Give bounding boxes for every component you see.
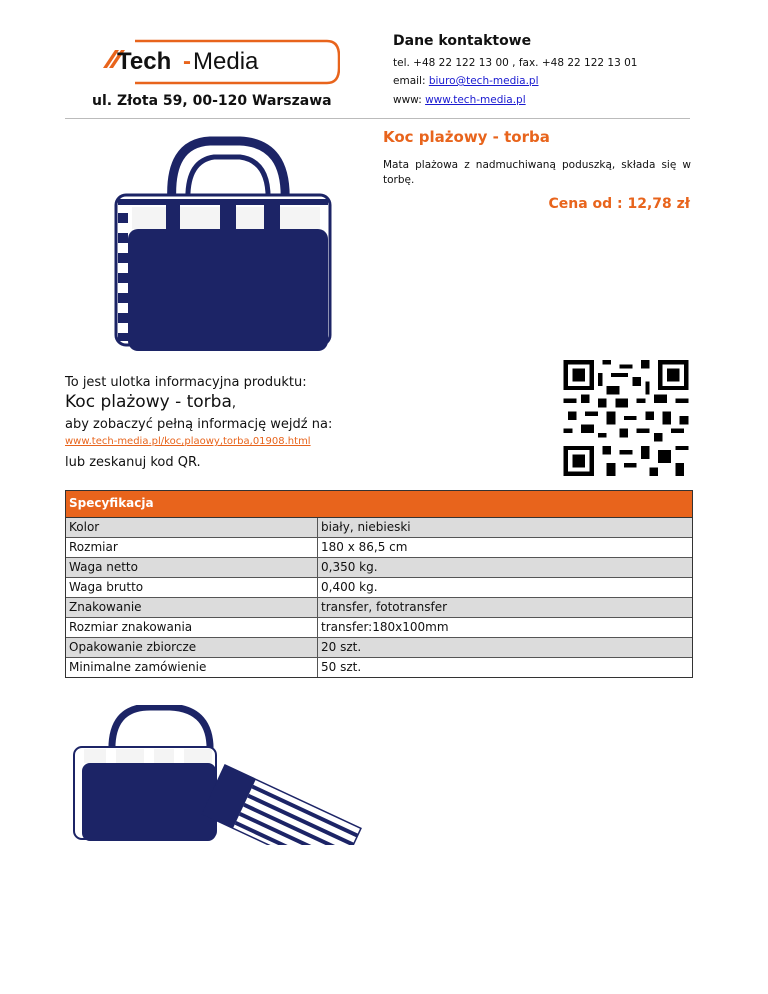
spec-value: transfer:180x100mm [321,620,449,634]
info-visit: aby zobaczyć pełną informację wejdź na: [65,417,333,432]
spec-row [66,537,692,557]
info-intro: To jest ulotka informacyjna produktu: [65,375,307,390]
spec-row [66,637,692,657]
spec-key: Znakowanie [66,598,318,617]
spec-value: transfer, fototransfer [321,600,448,614]
spec-key: Waga netto [66,558,318,577]
spec-key: Opakowanie zbiorcze [66,638,318,657]
product-title: Koc plażowy - torba [383,128,550,146]
product-description: Mata plażowa z nadmuchiwaną poduszką, składa się w torbę. [383,159,691,186]
spec-value: 0,400 kg. [321,580,378,594]
spec-key: Kolor [66,518,318,537]
spec-key: Rozmiar [66,538,318,557]
header-divider [65,118,690,119]
www-link[interactable]: www.tech-media.pl [425,94,526,106]
product-image-bag-and-mat [70,705,380,845]
spec-value: biały, niebieski [321,520,411,534]
spec-title: Specyfikacja [66,491,692,518]
info-scan: lub zeskanuj kod QR. [65,455,201,470]
qr-code [563,360,689,476]
spec-row [66,657,692,677]
spec-row [66,597,692,617]
spec-value: 0,350 kg. [321,560,378,574]
product-image-bag [110,133,340,361]
info-product-name [65,392,236,412]
logo-text-tech: Tech [117,48,172,75]
logo-text-dash: - [183,48,191,75]
spec-key: Minimalne zamówienie [66,658,318,677]
spec-row [66,577,692,597]
spec-value: 20 szt. [321,640,362,654]
spec-table [65,490,693,678]
company-logo [95,38,340,86]
spec-key: Waga brutto [66,578,318,597]
company-address: ul. Złota 59, 00-120 Warszawa [92,93,332,109]
email-link[interactable]: biuro@tech-media.pl [428,75,539,87]
logo-text-media: Media [193,48,259,75]
info-product-name-suffix: , [231,396,237,411]
product-link[interactable]: www.tech-media.pl/koc,plaowy,torba,01908.html [65,436,311,447]
phone-line: tel. +48 22 122 13 00 , fax. +48 22 122 13 01 [393,57,638,69]
product-price: Cena od : 12,78 zł [548,196,690,212]
email-label: email: [393,75,429,87]
www-line [393,94,526,106]
spec-row [66,557,692,577]
info-product-name-text: Koc plażowy - torba [65,392,232,412]
spec-row [66,518,692,537]
spec-row [66,617,692,637]
contact-title: Dane kontaktowe [393,33,532,49]
spec-value: 180 x 86,5 cm [321,540,408,554]
www-label: www: [393,94,426,106]
spec-key: Rozmiar znakowania [66,618,318,637]
email-line [393,75,539,87]
spec-value: 50 szt. [321,660,362,674]
